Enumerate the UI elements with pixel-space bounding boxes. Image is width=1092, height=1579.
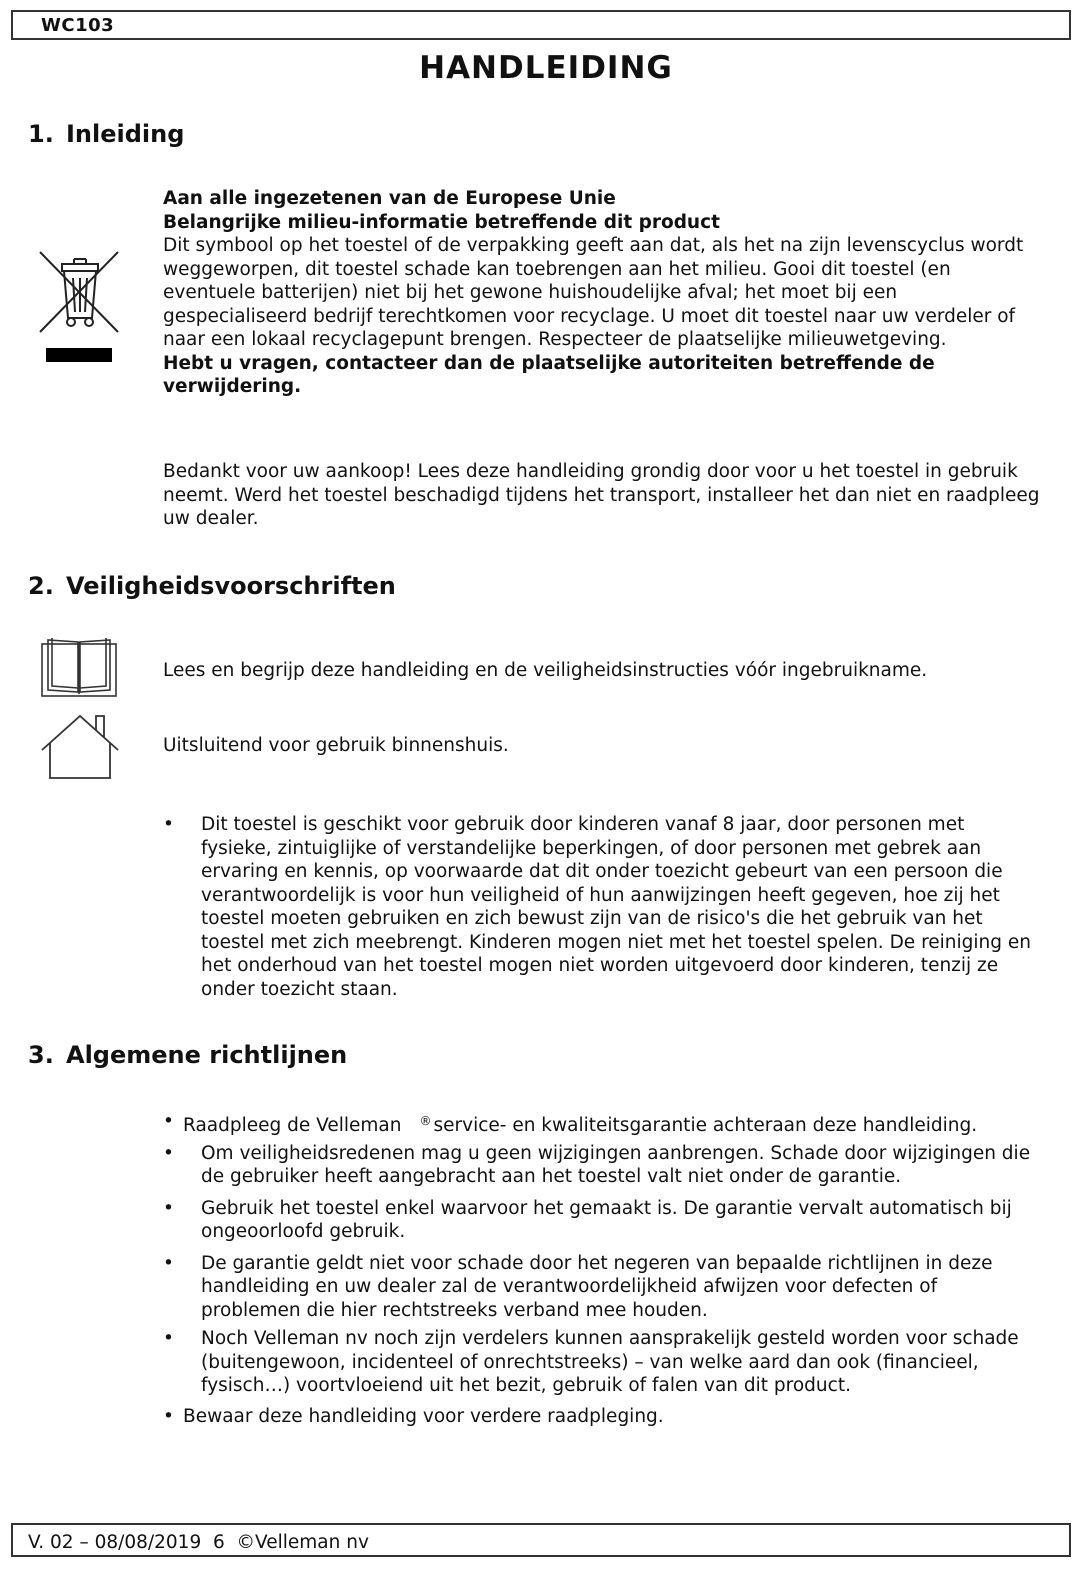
bullet-text: Bewaar deze handleiding voor verdere raadpleging. [183,1405,664,1427]
section-title: Veiligheidsvoorschriften [66,572,396,600]
bullet-text-post: service- en kwaliteitsgarantie achteraan deze handleiding. [433,1115,978,1136]
bullet-icon: • [163,1405,174,1427]
weee-crossed-bin-icon [38,248,122,336]
document-title: HANDLEIDING [419,50,673,86]
list-item [163,1142,1033,1189]
section-number: 1. [28,120,54,148]
bullet-icon: • [163,1328,174,1349]
section-title: Algemene richtlijnen [66,1041,348,1069]
weee-bar-icon [46,348,112,362]
house-indoor-icon [40,712,120,780]
footer-text: V. 02 – 08/08/2019 6 ©Velleman nv [28,1532,369,1553]
header-box [11,10,1071,40]
weee-question: Hebt u vragen, contacteer dan de plaatselijke autoriteiten betreffende de verwijdering. [163,352,935,397]
indoor-only-text: Uitsluitend voor gebruik binnenshuis. [163,735,509,756]
list-item [163,1197,1033,1244]
bullet-icon: • [163,1142,174,1164]
list-item [163,1252,1033,1323]
bullet-icon: • [163,1197,174,1219]
footer-box [11,1523,1071,1557]
list-item [163,1405,1033,1429]
bullet-icon: • [163,1111,174,1132]
weee-heading-eu: Aan alle ingezetenen van de Europese Unie [163,188,616,209]
list-item [163,1110,1033,1138]
thanks-paragraph: Bedankt voor uw aankoop! Lees deze handleiding grondig door voor u het toestel in gebruik neemt. Werd het toestel beschadigd tijdens het transport, installeer het dan niet en raadpleeg uw dealer. [163,461,1040,529]
model-code: WC103 [41,15,115,36]
general-bullet-list [163,1110,1033,1428]
weee-block [163,187,1043,399]
list-item [163,813,1033,1001]
section-number: 3. [28,1041,54,1069]
bullet-text: De garantie geldt niet voor schade door het negeren van bepaalde richtlijnen in deze handleiding en uw dealer zal de verantwoordelijkheid afwijzen voor defecten of problemen die hier rechtstreeks verband mee houden. [201,1252,993,1321]
section-heading-algemeen [28,1041,347,1069]
book-icon [40,636,118,698]
list-item [163,1327,1033,1398]
bullet-icon: • [163,814,174,835]
section-number: 2. [28,572,54,600]
safety-bullet-list [163,813,1033,1001]
section-title: Inleiding [66,120,185,148]
bullet-icon: • [163,1252,174,1274]
weee-body: Dit symbool op het toestel of de verpakking geeft aan dat, als het na zijn levenscyclus wordt weggeworpen, dit toestel schade kan toebrengen aan het milieu. Gooi dit toestel (en eventuele batterijen) niet bij het gewone huishoudelijke afval; het moet bij een gespecialiseerd bedrijf terechtkomen voor recyclage. U moet dit toestel naar uw verdeler of naar een lokaal recyclagepunt brengen. Respecteer de plaatselijke milieuwetgeving. [163,235,1024,350]
bullet-text: Noch Velleman nv noch zijn verdelers kunnen aansprakelijk gesteld worden voor schade (buitengewoon, incidenteel of onrechtstreeks) – van welke aard dan ook (financieel, fysisch…) voortvloeiend uit het bezit, gebruik of falen van dit product. [201,1328,1019,1396]
bullet-text: Om veiligheidsredenen mag u geen wijzigingen aanbrengen. Schade door wijzigingen die de gebruiker heeft aangebracht aan het toestel valt niet onder de garantie. [201,1142,1031,1187]
weee-heading-info: Belangrijke milieu-informatie betreffende dit product [163,211,720,233]
section-heading-veiligheid [28,572,396,600]
section-heading-inleiding [28,120,184,148]
registered-mark: ® [419,1114,432,1128]
bullet-text: Gebruik het toestel enkel waarvoor het gemaakt is. De garantie vervalt automatisch bij ongeoorloofd gebruik. [201,1197,1012,1242]
read-manual-text: Lees en begrijp deze handleiding en de veiligheidsinstructies vóór ingebruikname. [163,660,928,681]
bullet-text: Dit toestel is geschikt voor gebruik door kinderen vanaf 8 jaar, door personen met fysieke, zintuiglijke of verstandelijke beperkingen, of door personen met gebrek aan ervaring en kennis, op voorwaarde dat dit onder toezicht gebeurt van een persoon die verantwoordelijk is voor hun veiligheid of hun aanwijzingen heeft gegeven, hoe zij het toestel moeten gebruiken en zich bewust zijn van de risico's die het gebruik van het toestel met zich meebrengt. Kinderen mogen niet met het toestel spelen. De reiniging en het onderhoud van het toestel mogen niet worden uitgevoerd door kinderen, tenzij ze onder toezicht staan. [201,814,1031,1000]
bullet-text-pre: Raadpleeg de Velleman [183,1115,402,1136]
